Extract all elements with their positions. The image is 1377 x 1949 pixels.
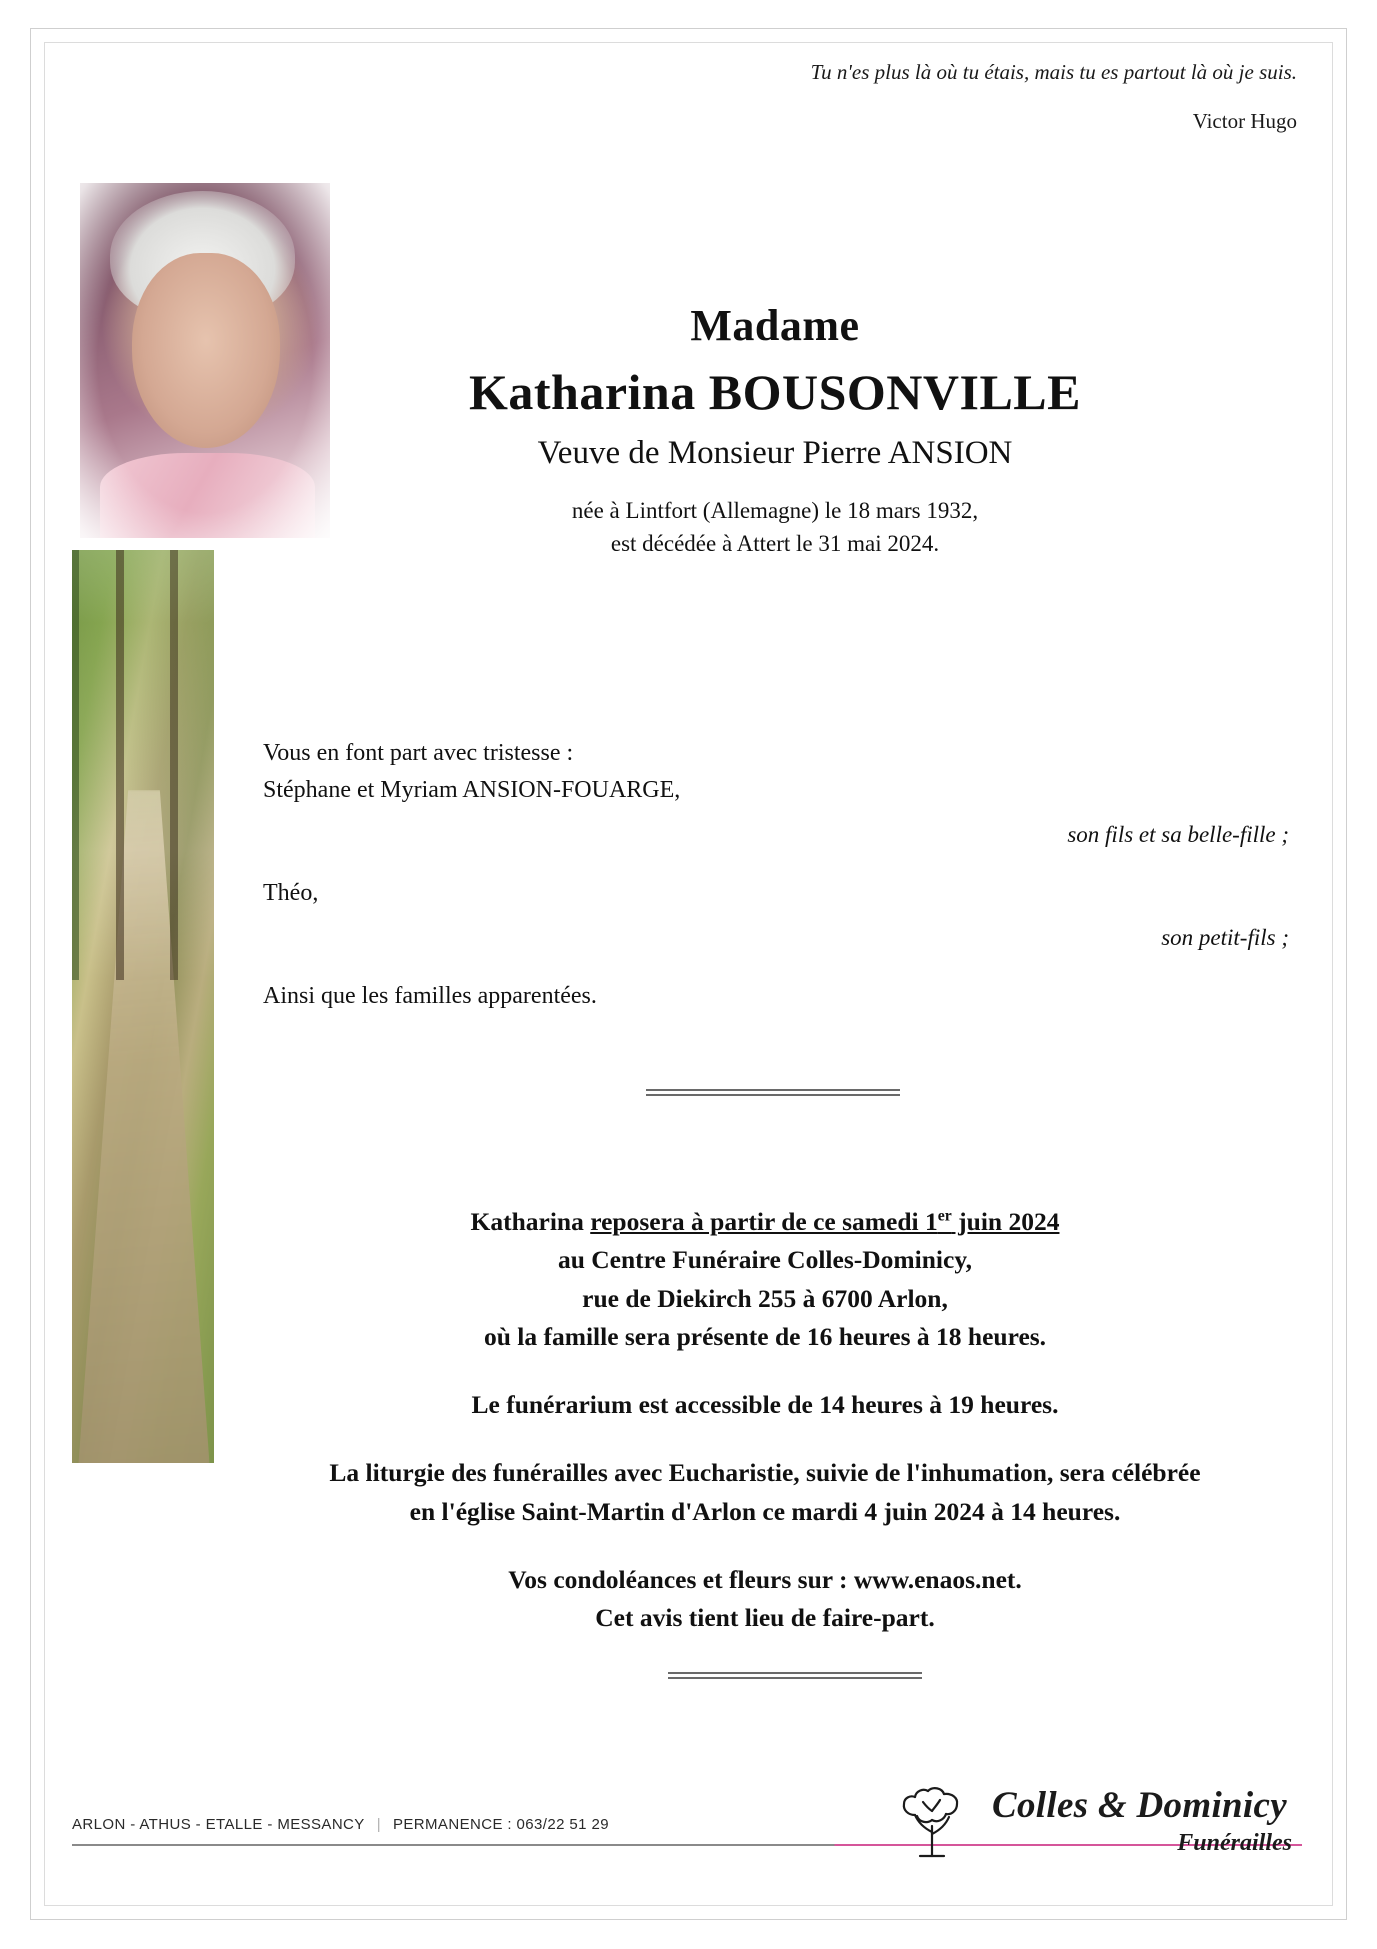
divider-top <box>646 1089 900 1096</box>
ceremony-p1-underline-start: reposera à partir de ce samedi 1 <box>590 1207 938 1236</box>
family-announcement <box>263 735 1293 1015</box>
tree-icon <box>882 1782 982 1862</box>
company-subtitle: Funérailles <box>1177 1830 1292 1856</box>
ceremony-paragraph-2: Le funérarium est accessible de 14 heures à 19 heures. <box>471 1390 1059 1419</box>
honorific: Madame <box>690 301 860 350</box>
deceased-name: Katharina BOUSONVILLE <box>468 364 1081 420</box>
family-relation-2: son petit-fils ; <box>1161 925 1289 951</box>
family-member-2: Théo, <box>263 880 319 907</box>
ceremony-p1-underline-end: juin 2024 <box>951 1207 1060 1236</box>
liturgy-line-1: La liturgie des funérailles avec Eucharistie, suivie de l'inhumation, sera célébrée <box>329 1458 1201 1488</box>
birth-line: née à Lintfort (Allemagne) le 18 mars 1932, <box>571 498 979 523</box>
ceremony-details <box>215 1203 1315 1637</box>
quote-text: Tu n'es plus là où tu étais, mais tu es partout là où je suis. <box>810 60 1297 84</box>
ceremony-p1-ordinal: er <box>937 1207 952 1225</box>
condolences-line: Vos condoléances et fleurs sur : www.enaos.net. <box>508 1564 1022 1594</box>
quote-author: Victor Hugo <box>1192 109 1297 134</box>
death-line: est décédée à Attert le 31 mai 2024. <box>610 531 940 557</box>
ceremony-line-3: rue de Diekirch 255 à 6700 Arlon, <box>582 1283 948 1313</box>
family-intro: Vous en font part avec tristesse : <box>263 740 574 766</box>
footer <box>72 1785 1302 1898</box>
ceremony-line-4: où la famille sera présente de 16 heures à 18 heures. <box>483 1321 1047 1351</box>
ceremony-line-1 <box>215 1203 1315 1241</box>
family-spacer-1 <box>263 853 1293 875</box>
family-spacer-2 <box>263 956 1293 978</box>
liturgy-line-2: en l'église Saint-Martin d'Arlon ce mardi 4 juin 2024 à 14 heures. <box>409 1496 1121 1526</box>
footer-divider: | <box>376 1816 381 1833</box>
ceremony-paragraph-3 <box>215 1454 1315 1531</box>
company-logo <box>882 1782 1302 1878</box>
ceremony-p1-prefix: Katharina <box>470 1207 591 1236</box>
ceremony-p1-underline <box>590 1207 1059 1236</box>
company-name: Colles & Dominicy <box>992 1785 1287 1826</box>
quote-block <box>477 58 1297 134</box>
family-relation-1: son fils et sa belle-fille ; <box>1067 822 1289 848</box>
birth-death-dates <box>260 494 1290 561</box>
footer-contact <box>72 1816 609 1833</box>
ceremony-paragraph-1 <box>215 1203 1315 1356</box>
footer-permanence: PERMANENCE : 063/22 51 29 <box>393 1816 609 1833</box>
forest-path-photo <box>72 550 214 1463</box>
family-member-1: Stéphane et Myriam ANSION-FOUARGE, <box>263 777 681 804</box>
footer-cities: ARLON - ATHUS - ETALLE - MESSANCY <box>72 1816 365 1833</box>
ceremony-line-2: au Centre Funéraire Colles-Dominicy, <box>557 1245 973 1275</box>
divider-bottom <box>668 1672 922 1679</box>
spouse-line: Veuve de Monsieur Pierre ANSION <box>537 435 1013 471</box>
notice-line: Cet avis tient lieu de faire-part. <box>595 1603 935 1632</box>
family-other: Ainsi que les familles apparentées. <box>263 982 597 1009</box>
photo-column <box>72 183 214 1463</box>
ceremony-paragraph-4 <box>215 1561 1315 1638</box>
name-block <box>260 300 1290 561</box>
